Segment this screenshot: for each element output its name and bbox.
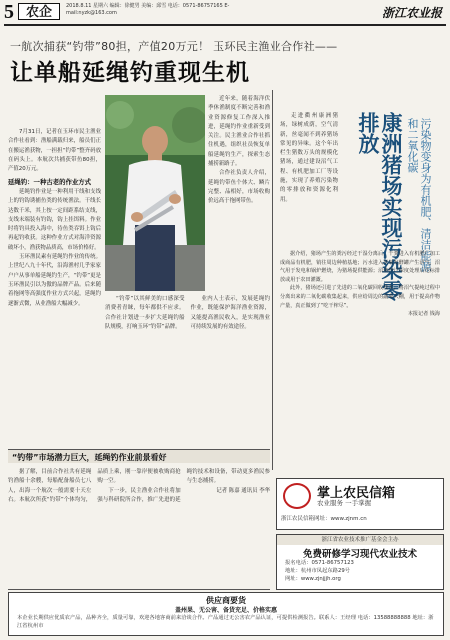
right-article-paragraph: 据介绍，猪场产生的粪污经过干湿分离后，干粪进入有机肥厂加工成商品有机肥，销往周边种植基地；污水进入厌氧发酵罐产生沼气，沼气用于发电和锅炉燃烧，为猪场提供能源；沼液经过深度处理后达标排放或用于农田灌溉。 [280,251,440,283]
article-paragraph: 下一步，民主渔业合作社将加强与科研院所合作，推广先进的延绳钓技术和设备，带动更多渔民参与生态捕捞。 [97,469,270,503]
ad-website[interactable]: 浙江农民信箱网址：www.zjnm.cn [281,516,367,522]
right-article-headline: 康洲猪场实现污染零排放 [356,112,403,301]
ad-contact-lines [285,559,354,583]
ad-contact-line: 报名电话：0571-86757123 [285,560,354,566]
article-paragraph: 玉环渔民素有延绳钓作业的传统。上世纪八九十年代，沿海渔村几乎家家户户从事单船延绳钓生产，“钓带”更是玉环渔民引以为傲的品牌产品。后来随着拖网等高强度作业方式兴起，延绳钓逐渐式微，从业渔船大幅减少。 [8,254,101,307]
right-article-column-1 [280,112,338,244]
article-subtitle-1: 延绳钓：一种古老的作业方式 [8,178,92,187]
ad-title: 免费研修学习现代农业技术 [302,549,417,560]
ad-subtitle: 农业服务 一手掌握 [317,499,372,507]
ad-title: 掌上农民信箱 [317,486,396,501]
article-paragraph: 近年来，随着海洋伏季休渔制度不断完善和渔业资源修复工作深入推进，延绳钓作业重新受到关注。民主渔业合作社抓住机遇，组织社员恢复单船延绳钓生产，探索生态捕捞新路子。 [208,96,270,168]
article-column-1 [8,128,101,446]
ad-contact-line: 地址：杭州市凤起东路29号 [285,568,351,574]
right-article-paragraph: 此外，猪场还引进了先进的二氧化碳回收技术，将沼气提纯过程中分离出来的二氧化碳收集起来，供应给周边的蔬菜大棚，用于提高作物产量，真正做到了“吃干榨尽”。 [280,285,440,309]
page-header [0,0,450,26]
ad-sponsor: 浙江省农业技术推广基金会主办 [277,535,443,545]
article-column-3 [105,295,270,445]
article-photo [105,95,205,291]
article-paragraph: “钓带”以其鲜美的口感深受消费者青睐，每年都供不应求。合作社计划进一步扩大延绳钓船队规模，打响玉环“钓带”品牌。 [105,296,185,330]
article-paragraph: 合作社负责人介绍，延绳钓带鱼个体大、鳞片完整、品相好，市场收购价远高于拖网带鱼。 [208,170,270,205]
ad-training[interactable] [276,534,444,590]
column-divider [272,90,273,470]
right-article-paragraph: 走进衢州康洲猪场，绿树成荫，空气清新，丝毫闻不到养猪场常见的异味。这个年出栏生猪数万头的规模化猪场，通过建设沼气工程、有机肥加工厂等设施，实现了养殖污染物的零排放和资源化利用。 [280,113,338,203]
header-rule [4,24,446,26]
ad-title: 供应商要货 [206,596,246,605]
column-divider [8,589,270,590]
mailbox-logo-icon [283,483,311,509]
article-byline: 记者 陈嘉 通讯员 李华 [216,487,270,494]
header-meta: 2018.8.11 星期六 编辑：徐健男 美编：邱雪 电话：0571-86757165 E-mail:nyzk@163.com [66,3,230,16]
article-headline: 让单船延绳钓重现生机 [10,60,250,86]
right-article-column-2 [280,250,440,470]
ad-farmer-mailbox[interactable] [276,478,444,530]
article-subtitle-2: “钓带”市场潜力巨大，延绳钓作业前景看好 [12,453,167,462]
masthead-logo: 浙江农业报 [381,6,442,20]
right-article-subtitle: 污染物变身为有机肥、清洁能源和二氧化碳 [406,118,432,272]
ad-supplier[interactable] [8,592,444,636]
article-lead: 7月31日，记者在玉环市民主渔业合作社看到：渔船满载归来，船员们正在搬运渔获物，一担担“钓带”整齐码放在码头上。本航次共捕获带鱼80担，产值20万元。 [8,129,101,173]
ad-body: 本企业长期供应优质农产品，品种齐全，质量可靠，欢迎各地客商前来洽谈合作。产品通过无公害农产品认证，可提供检测报告。联系人：王经理 电话：13588888888 地址：浙江省杭州市 [17,615,434,629]
article-subtitle-band [8,449,270,463]
right-article-byline: 本报记者 钱海 [407,311,440,318]
section-label: 农企 [18,3,60,20]
article-paragraph: 业内人士表示，发展延绳钓作业，既能保护海洋渔业资源，又能提高渔民收入，是实现渔业可持续发展的有效途径。 [190,296,270,330]
article-paragraph: 据了解，目前合作社共有延绳钓渔船十余艘，每船配备船员七八人，出海一个航次一般需要十天左右。本航次所获“钓带”个体均匀，品质上乘，刚一靠岸便被收购商抢购一空。 [8,469,181,503]
article-column-2 [208,95,270,295]
article-subhead: 一航次捕获“钓带”80担，产值20万元！ 玉环民主渔业合作社—— [10,40,338,53]
ad-contact-line: 网址：www.zjnjjjh.org [285,576,341,582]
ad-subtitle: 盖州果、无公害、备货充足、价格实惠 [174,607,277,614]
article-paragraph: 延绳钓作业是一种利用干线和支线上的钓钩诱捕鱼类的传统渔法。干线长达数千米，其上按一定间距系结支线，支线末端装有钓钩，钩上挂饵料。作业时将钓具投入海中，待鱼类吞饵上钩后再起钓收获。这种作业方式对海洋资源破坏小，渔获物品质高，市场价格好。 [8,188,101,251]
article-column-4 [8,468,270,586]
fisherman-photo-image [105,95,205,291]
page-number: 5 [4,1,14,23]
